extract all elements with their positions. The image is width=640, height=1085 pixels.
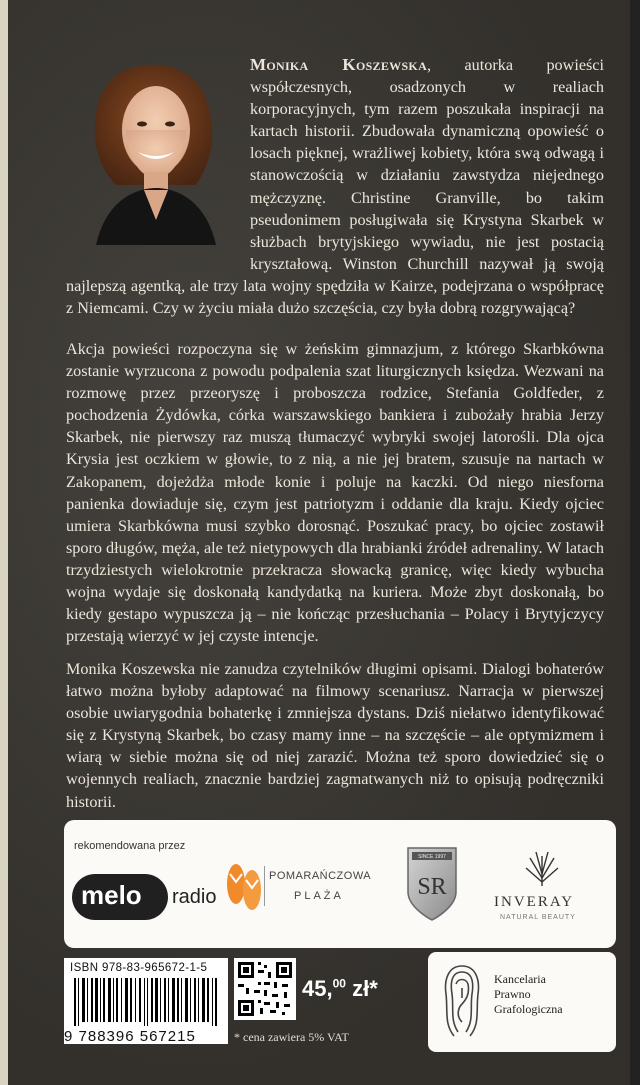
plaza-line2: PLAŻA: [294, 890, 344, 902]
price-main: 45,: [302, 976, 333, 1001]
kancelaria-text: [494, 972, 563, 1017]
plaza-line1: POMARAŃCZOWA: [269, 870, 372, 882]
isbn-text: ISBN 978-83-965672-1-5: [70, 962, 208, 974]
melo-logo-text: melo: [81, 880, 142, 910]
author-name: Monika Koszewska: [250, 55, 428, 74]
kancelaria-line1: Kancelaria: [494, 972, 546, 986]
sponsor-panel: [64, 820, 616, 948]
price: [302, 976, 378, 1002]
fingerprint-icon: [440, 960, 484, 1044]
barcode-bars: [72, 978, 222, 1026]
isbn-barcode: [64, 958, 228, 1044]
flip-flops-icon: [224, 860, 264, 916]
plant-icon: [522, 848, 562, 888]
pomaranczowa-plaza-logo: [224, 860, 374, 930]
author-bio-paragraph: [66, 54, 604, 319]
price-cents: 00: [332, 976, 346, 991]
sr-shield-logo: [404, 844, 460, 924]
inveray-name: INVERAY: [494, 894, 575, 910]
radio-logo-text: radio: [172, 886, 217, 908]
review-paragraph: Monika Koszewska nie zanudza czytelników długimi opisami. Dialogi bohaterów łatwo można byłoby adaptować na filmowy scenariusz. Narracja w pierwszej osobie uwiarygodnia bohaterkę i zmniejsza dystans. Dziś niełatwo identyfikować się z Krystyną Skarbek, bo czasy mamy inne – na szczęście – ale optymizmem i wiarą w siebie można się od niej zarazić. Można też sporo dowiedzieć się o wojennych realiach, znacznie bardziej zagmatwanych niż to opisują podręczniki historii.: [66, 660, 604, 811]
plot-paragraph: Akcja powieści rozpoczyna się w żeńskim gimnazjum, z którego Skarbkówna zostanie wyrzucona z powodu podpalenia szat liturgicznych księdza. Wezwani na rozmowę przez przeoryszę i proboszcza rodzice, Stefania Goldfeder, z pochodzenia Żydówka, córka warszawskiego bankiera i zubożały hrabia Jerzy Skarbek, nie pierwszy raz muszą tłumaczyć wybryki swojej latorośli. Dla ojca Krysia jest oczkiem w głowie, to z nią, a nie jej bratem, szusuje na nartach w Zakopanem, dojeżdża młode konie i poluje na kaczki. Od niego niesforna panienka dowiaduje się, czym jest patriotyzm i oddanie dla kraju. Kiedy ojciec umiera Skarbkówna musi szybko dorosnąć. Poszukać pracy, bo ojciec zostawił sporo długów, męża, ale też nietypowych dla hrabianki źródeł adrenaliny. W latach trzydziestych wielokrotnie przekracza słowacką granicę, więc kiedy wybucha wojna wydaje się doskonałą kandydatką na kuriera. Może zbyt doskonałą, bo kiedy gestapo wypuszcza ją – nie kończąc przesłuchania – Polacy i Brytyjczycy przestają wierzyć w jej czyste intencje.: [66, 340, 604, 646]
kancelaria-logo: [428, 952, 616, 1052]
vat-note: * cena zawiera 5% VAT: [234, 1030, 349, 1044]
shield-since-text: SINCE 1997: [418, 854, 446, 860]
price-currency: zł*: [352, 976, 378, 1001]
barcode-digits: 9 788396 567215: [64, 1028, 196, 1045]
cover-edge: [630, 0, 640, 1085]
melo-radio-logo: [72, 872, 217, 924]
kancelaria-line3: Grafologiczna: [494, 1002, 563, 1016]
inveray-subtitle: NATURAL BEAUTY: [500, 914, 576, 921]
kancelaria-line2: Prawno: [494, 987, 531, 1001]
inveray-logo: [484, 848, 604, 928]
qr-code: [234, 958, 296, 1020]
recommended-by-label: rekomendowana przez: [74, 840, 186, 852]
shield-mark-text: SR: [417, 874, 447, 900]
author-bio-text: , autorka powieści współczesnych, osadzonych w realiach korporacyjnych, tym razem poszukała inspiracji na kartach historii. Zbudowała dynamiczną opowieść o losach pięknej, wrażliwej kobiety, która swą odwagą i stanowczością w działaniu zawstydza niejednego mężczyznę. Christine Granville, bo takim pseudonimem posługiwała się Krystyna Skarbek w służbach brytyjskiego wywiadu, nie jest postacią kryształową. Winston Churchill nazywał ją swoją najlepszą agentką, ale trzy lata wojny spędziła w Kairze, podejrzana o współpracę z Niemcami. Czy w życiu miała dużo szczęścia, czy była dobrą rozgrywającą?: [66, 56, 604, 318]
book-back-cover: [8, 0, 640, 1085]
